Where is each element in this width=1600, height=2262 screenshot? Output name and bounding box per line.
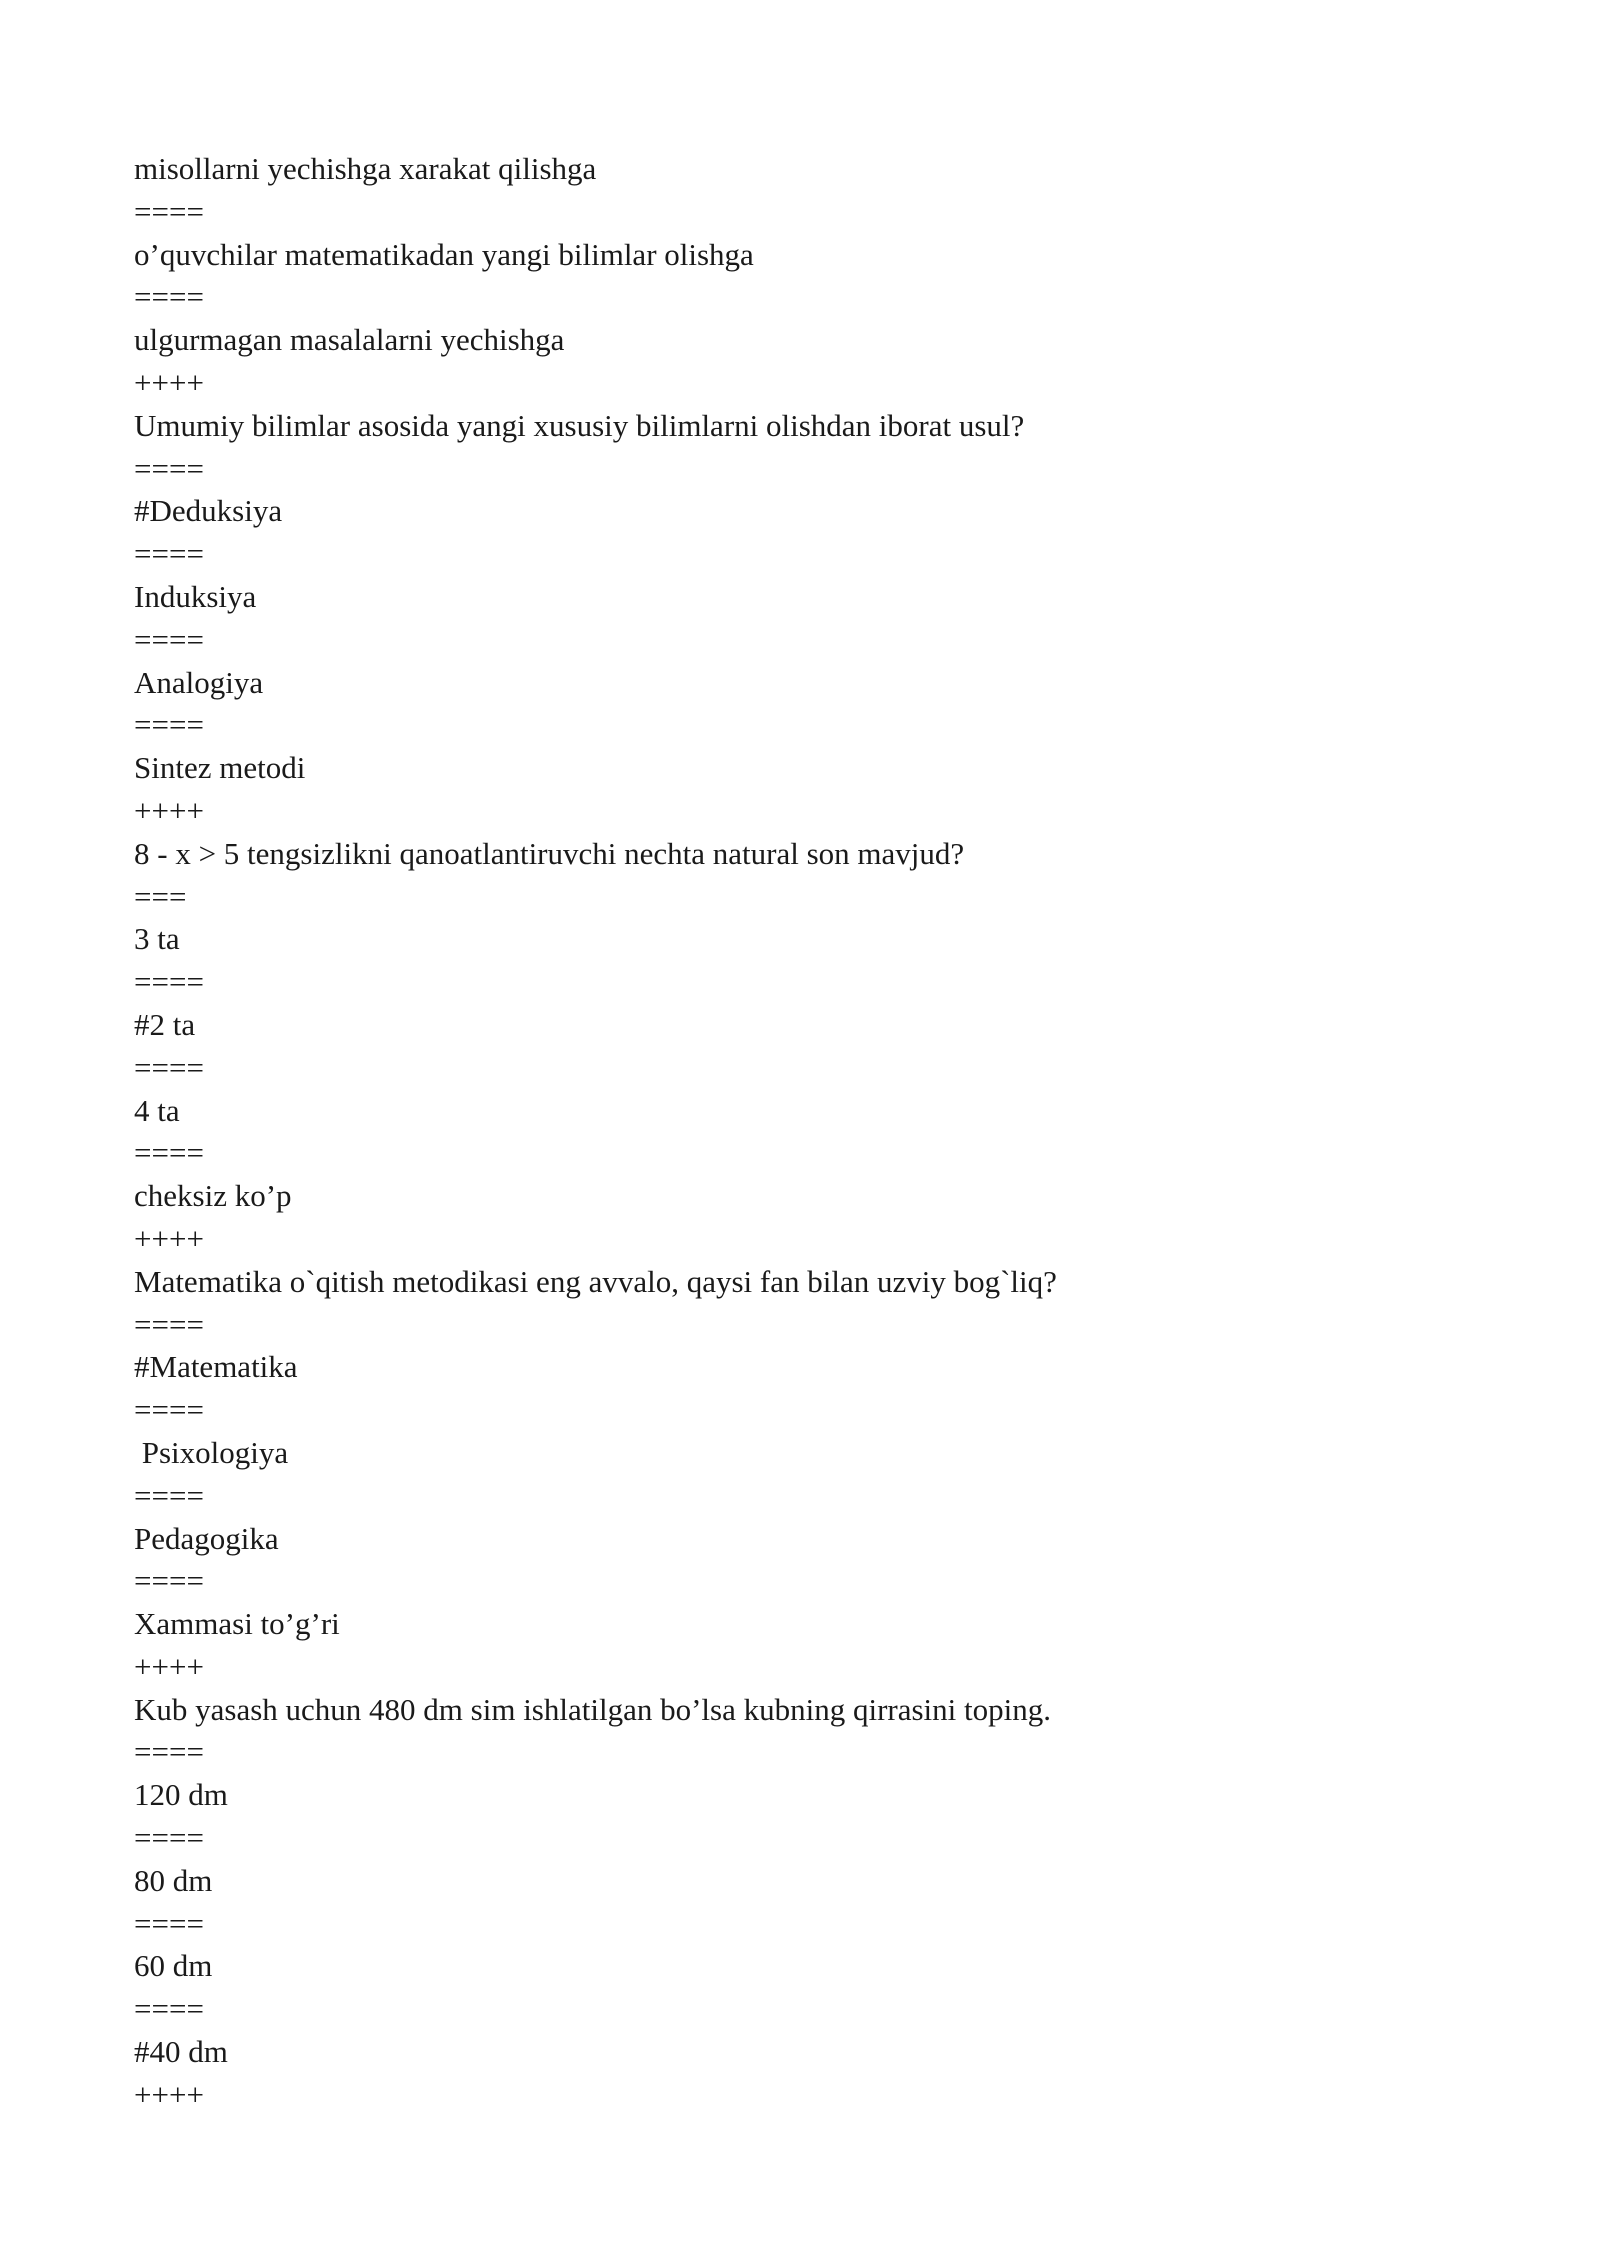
question-separator: ++++ xyxy=(134,364,204,400)
question-text: Umumiy bilimlar asosida yangi xususiy bilimlarni olishdan iborat usul? xyxy=(134,407,1025,443)
separator-line: ==== xyxy=(134,707,204,743)
option-line: cheksiz ko’p xyxy=(134,1178,292,1214)
option-line: ulgurmagan masalalarni yechishga xyxy=(134,322,565,358)
option-line: Pedagogika xyxy=(134,1520,279,1556)
correct-option-line: #2 ta xyxy=(134,1006,196,1042)
option-line: misollarni yechishga xarakat qilishga xyxy=(134,151,597,186)
correct-option-line: #Matematika xyxy=(134,1349,298,1385)
separator-line: ==== xyxy=(134,964,204,1000)
document-body xyxy=(134,148,1464,2117)
option-line: Sintez metodi xyxy=(134,750,306,786)
option-line: 120 dm xyxy=(134,1777,228,1813)
separator-line: ==== xyxy=(134,1820,204,1856)
separator-line: ==== xyxy=(134,1135,204,1171)
option-line: 80 dm xyxy=(134,1862,213,1898)
question-separator: ++++ xyxy=(134,2076,204,2112)
question-text: Kub yasash uchun 480 dm sim ishlatilgan bo’lsa kubning qirrasini toping. xyxy=(134,1691,1051,1727)
correct-option-line: #Deduksiya xyxy=(134,493,283,529)
separator-line: ==== xyxy=(134,1306,204,1342)
separator-line: ==== xyxy=(134,1563,204,1599)
correct-option-line: #40 dm xyxy=(134,2034,228,2070)
question-separator: ++++ xyxy=(134,1648,204,1684)
option-line: Psixologiya xyxy=(134,1434,289,1470)
option-line: 60 dm xyxy=(134,1948,213,1984)
question-separator: ++++ xyxy=(134,1220,204,1256)
question-separator: ++++ xyxy=(134,792,204,828)
separator-line: ==== xyxy=(134,279,204,315)
separator-line: ==== xyxy=(134,193,204,229)
separator-line: ==== xyxy=(134,536,204,572)
separator-line: ==== xyxy=(134,450,204,486)
separator-line: ==== xyxy=(134,1392,204,1428)
option-line: Induksiya xyxy=(134,578,257,614)
option-line: 4 ta xyxy=(134,1092,180,1128)
separator-line: ==== xyxy=(134,1905,204,1941)
question-text: 8 - x > 5 tengsizlikni qanoatlantiruvchi nechta natural son mavjud? xyxy=(134,835,965,871)
option-line: Xammasi to’g’ri xyxy=(134,1606,340,1642)
separator-line: ==== xyxy=(134,1734,204,1770)
separator-line: ==== xyxy=(134,621,204,657)
separator-line: ==== xyxy=(134,1049,204,1085)
separator-line: === xyxy=(134,878,187,914)
separator-line: ==== xyxy=(134,1477,204,1513)
separator-line: ==== xyxy=(134,1991,204,2027)
option-line: 3 ta xyxy=(134,921,180,957)
option-line: Analogiya xyxy=(134,664,264,700)
option-line: o’quvchilar matematikadan yangi bilimlar olishga xyxy=(134,236,754,272)
question-text: Matematika o`qitish metodikasi eng avvalo, qaysi fan bilan uzviy bog`liq? xyxy=(134,1263,1057,1299)
